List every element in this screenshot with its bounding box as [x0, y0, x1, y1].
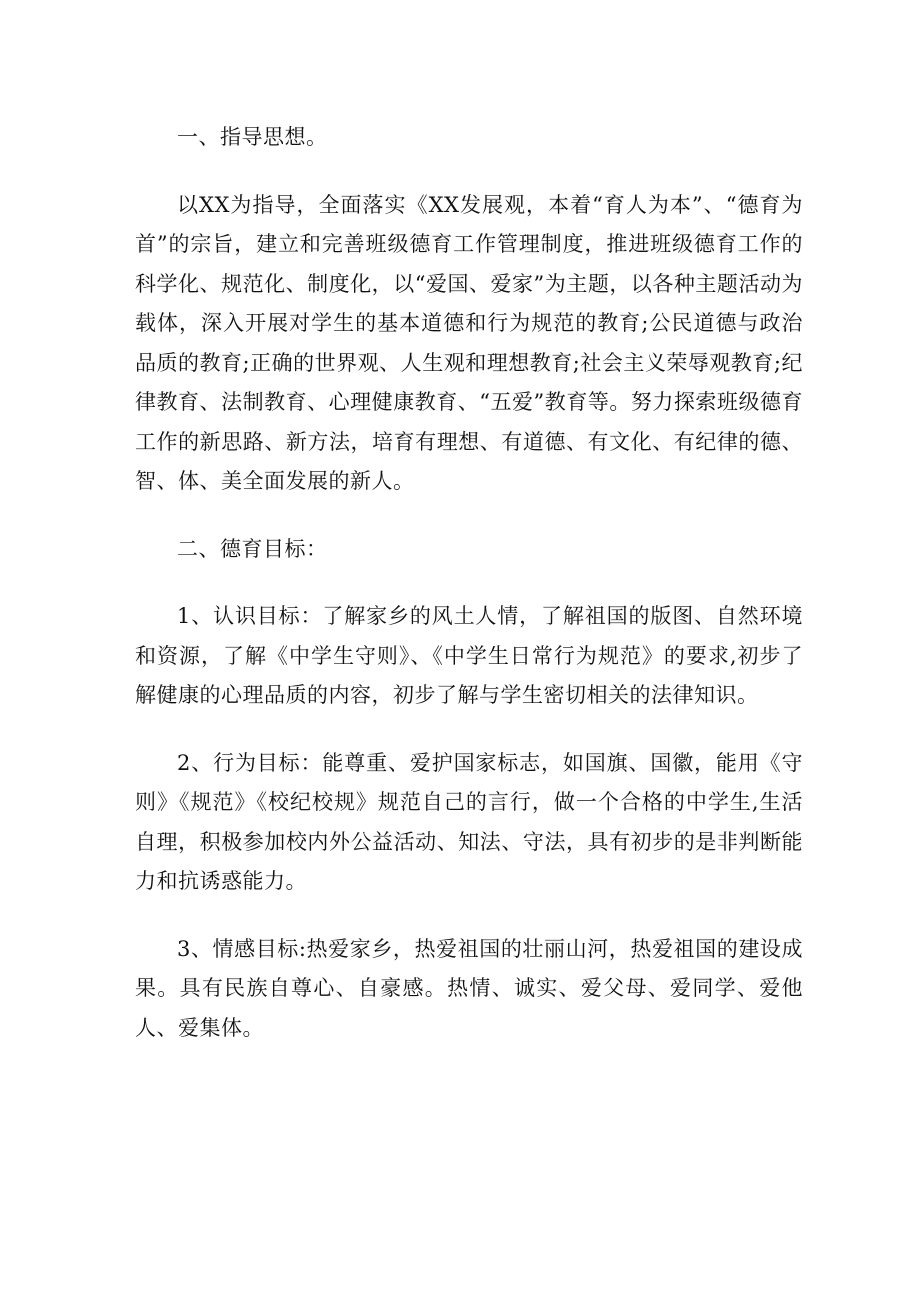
paragraph-guiding-ideology: 以XX为指导，全面落实《XX发展观，本着“育人为本”、“德育为首”的宗旨，建立和完善班级德育工作管理制度，推进班级德育工作的科学化、规范化、制度化，以“爱国、爱家”为主题，以各种主题活动为载体，深入开展对学生的基本道德和行为规范的教育;公民道德与政治品质的教育;正确的世界观、人生观和理想教育;社会主义荣辱观教育;纪律教育、法制教育、心理健康教育、“五爱”教育等。努力探索班级德育工作的新思路、新方法，培育有理想、有道德、有文化、有纪律的德、智、体、美全面发展的新人。	[135, 192, 803, 493]
section-heading-moral-goals: 二、德育目标：	[177, 536, 328, 561]
paragraph-behavior-goals: 2、行为目标：能尊重、爱护国家标志，如国旗、国徽，能用《守则》《规范》《校纪校规》规范自己的言行，做一个合格的中学生,生活自理，积极参加校内外公益活动、知法、守法，具有初步的是非判断能力和抗诱惑能力。	[135, 750, 803, 893]
paragraph-emotion-goals: 3、情感目标:热爱家乡，热爱祖国的壮丽山河，热爱祖国的建设成果。具有民族自尊心、自豪感。热情、诚实、爱父母、爱同学、爱他人、爱集体。	[135, 936, 803, 1040]
paragraph-cognitive-goals: 1、认识目标：了解家乡的风土人情，了解祖国的版图、自然环境和资源，了解《中学生守则》、《中学生日常行为规范》的要求,初步了解健康的心理品质的内容，初步了解与学生密切相关的法律知识。	[135, 604, 803, 707]
document-body	[135, 118, 803, 1048]
section-heading-guiding-ideology: 一、指导思想。	[177, 125, 328, 149]
